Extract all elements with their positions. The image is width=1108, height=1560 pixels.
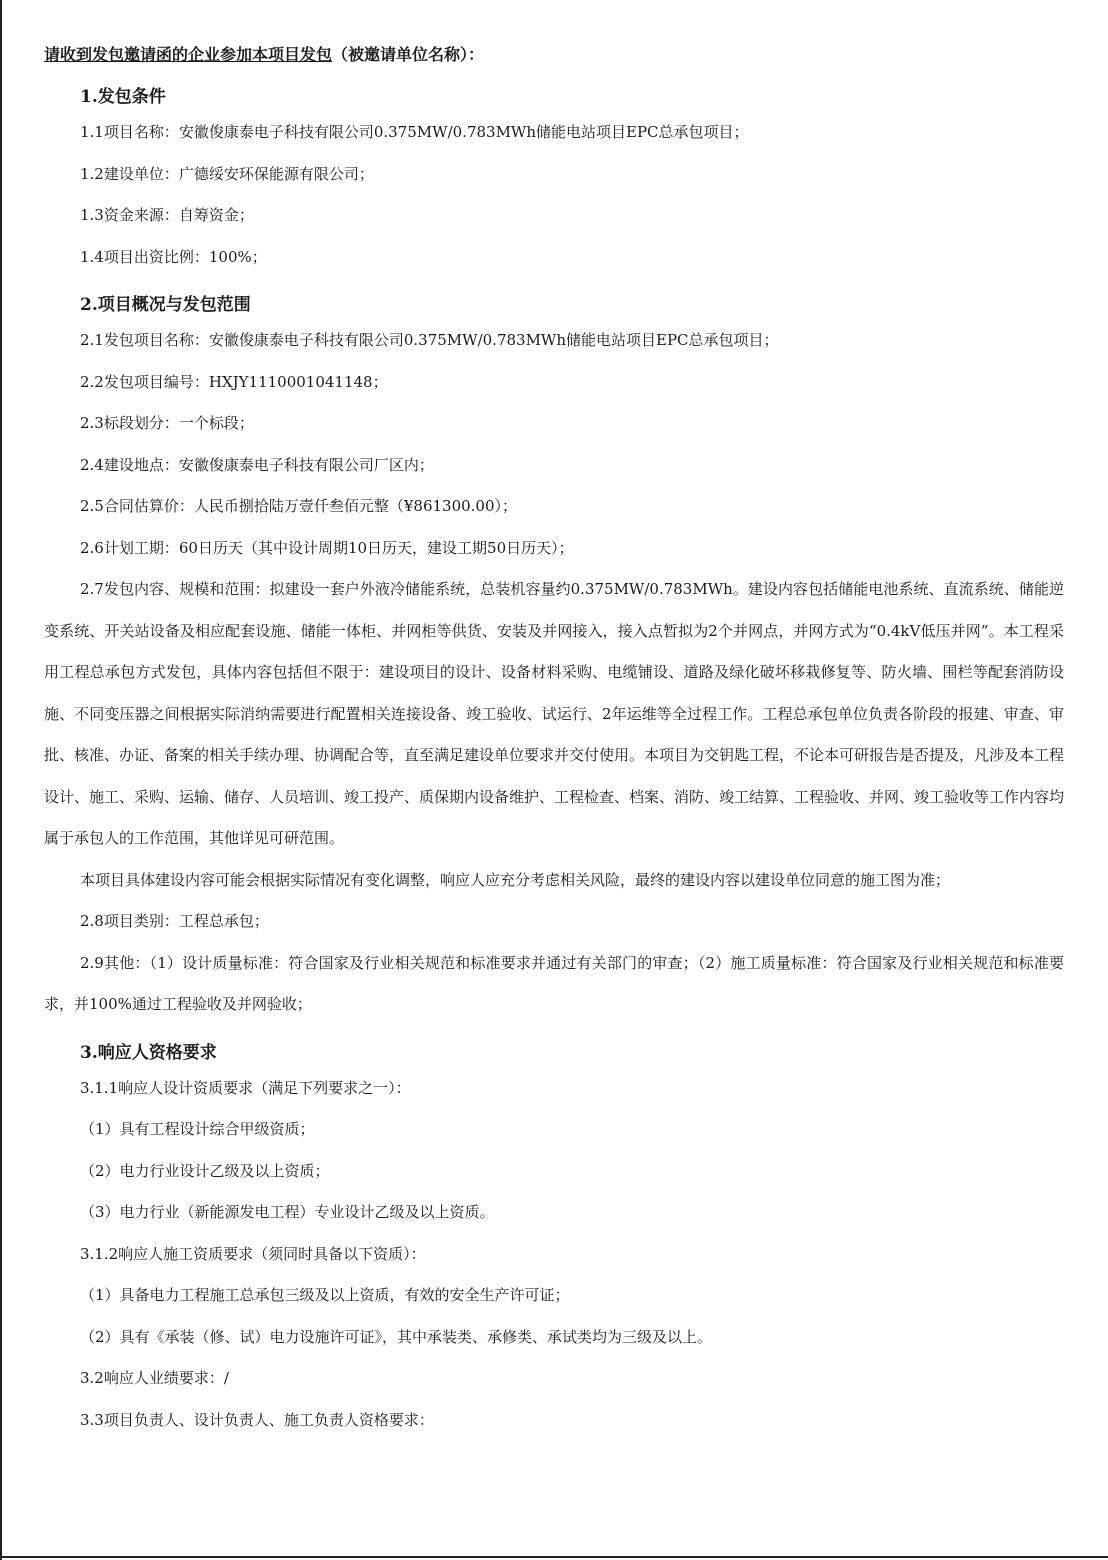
section-1-heading: 1.发包条件 (80, 87, 166, 107)
item-2-7-scope-paragraph: 2.7发包内容、规模和范围：拟建设一套户外液冷储能系统，总装机容量约0.375MW/0.783MWh。建设内容包括储能电池系统、直流系统、储能逆变系统、开关站设备及相应配套设施、储能一体柜、并网柜等供货、安装及并网接入，接入点暂拟为2个并网点，并网方式为“0.4kV低压并网”。本工程采用工程总承包方式发包，具体内容包括但不限于：建设项目的设计、设备材料采购、电缆铺设、道路及绿化破坏移栽修复等、防火墙、围栏等配套消防设施、不同变压器之间根据实际消纳需要进行配置相关连接设备、竣工验收、试运行、2年运维等全过程工作。工程总承包单位负责各阶段的报建、审查、审批、核准、办证、备案的相关手续办理、协调配合等，直至满足建设单位要求并交付使用。本项目为交钥匙工程，不论本可研报告是否提及，凡涉及本工程设计、施工、采购、运输、储存、人员培训、竣工投产、质保期内设备维护、工程检查、档案、消防、竣工结算、工程验收、并网、竣工验收等工作内容均属于承包人的工作范围，其他详见可研范围。 (44, 580, 1065, 847)
scope-adjustment-note: 本项目具体建设内容可能会根据实际情况有变化调整，响应人应充分考虑相关风险，最终的建设内容以建设单位同意的施工图为准； (80, 870, 951, 889)
item-1-4: 1.4项目出资比例：100%； (80, 247, 267, 266)
design-qualification-option-1: （1）具有工程设计综合甲级资质； (80, 1120, 315, 1138)
item-2-8: 2.8项目类别：工程总承包； (80, 912, 269, 930)
item-3-2-performance-requirement: 3.2响应人业绩要求：/ (80, 1369, 229, 1387)
section-2-heading: 2.项目概况与发包范围 (80, 295, 251, 315)
page-bottom-border (0, 1556, 1108, 1558)
item-3-1-1-design-qualification: 3.1.1响应人设计资质要求（满足下列要求之一）： (80, 1078, 411, 1097)
item-3-1-2-construction-qualification: 3.1.2响应人施工资质要求（须同时具备以下资质）： (80, 1244, 426, 1263)
item-2-3: 2.3标段划分：一个标段； (80, 414, 254, 432)
item-2-4: 2.4建设地点：安徽俊康泰电子科技有限公司厂区内； (80, 455, 434, 474)
invitation-underlined-text: 请收到发包邀请函的企业参加本项目发包 (44, 45, 333, 64)
invitation-rest-text: （被邀请单位名称）： (332, 45, 485, 64)
page-left-border (0, 0, 2, 1560)
item-3-3-personnel-requirement: 3.3项目负责人、设计负责人、施工负责人资格要求： (80, 1410, 434, 1429)
invitation-line (44, 40, 1064, 70)
design-qualification-option-3: （3）电力行业（新能源发电工程）专业设计乙级及以上资质。 (80, 1203, 495, 1221)
section-3-heading: 3.响应人资格要求 (80, 1042, 217, 1063)
construction-qualification-2: （2）具有《承装（修、试）电力设施许可证》，其中承装类、承修类、承试类均为三级及以上。 (80, 1327, 713, 1346)
construction-qualification-1: （1）具备电力工程施工总承包三级及以上资质，有效的安全生产许可证； (80, 1286, 570, 1304)
item-2-9-quality-standards: 2.9其他：（1）设计质量标准：符合国家及行业相关规范和标准要求并通过有关部门的审查；（2）施工质量标准：符合国家及行业相关规范和标准要求，并100%通过工程验收及并网验收； (44, 953, 1064, 1013)
design-qualification-option-2: （2）电力行业设计乙级及以上资质； (80, 1161, 330, 1180)
item-2-2: 2.2发包项目编号：HXJY1110001041148； (80, 372, 388, 391)
item-1-3: 1.3资金来源：自筹资金； (80, 206, 254, 224)
item-1-1: 1.1项目名称：安徽俊康泰电子科技有限公司0.375MW/0.783MWh储能电站项目EPC总承包项目； (80, 123, 749, 141)
document-body (44, 40, 1064, 1441)
item-2-5: 2.5合同估算价：人民币捌拾陆万壹仟叁佰元整（¥861300.00）； (80, 497, 518, 515)
item-1-2: 1.2建设单位：广德绥安环保能源有限公司； (80, 164, 374, 183)
item-2-6: 2.6计划工期：60日历天（其中设计周期10日历天，建设工期50日历天）； (80, 538, 574, 557)
item-2-1: 2.1发包项目名称：安徽俊康泰电子科技有限公司0.375MW/0.783MWh储能电站项目EPC总承包项目； (80, 331, 779, 349)
